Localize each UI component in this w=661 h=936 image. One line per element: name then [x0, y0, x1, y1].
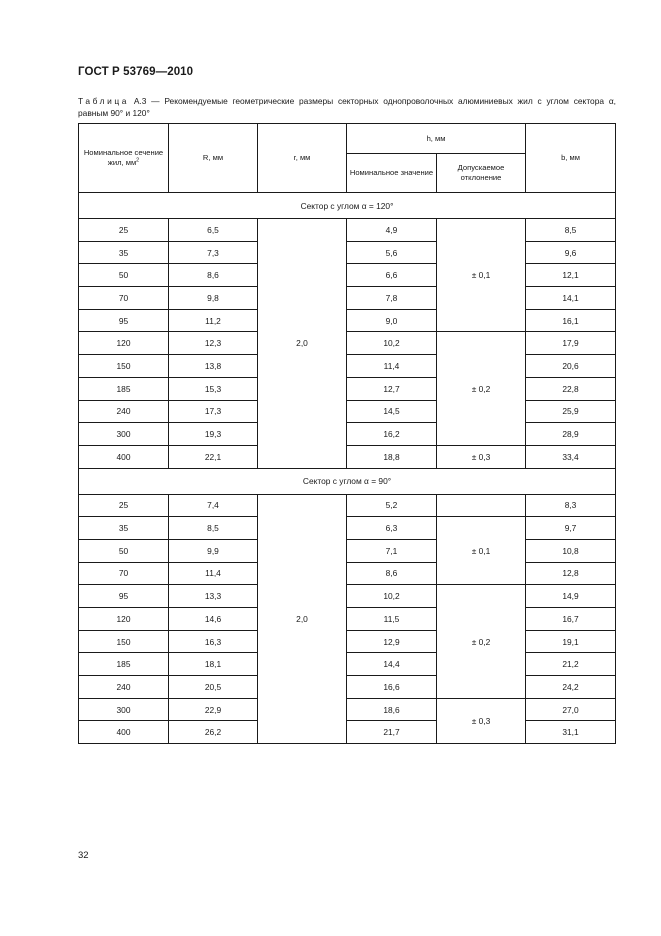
cell-b: 14,9: [526, 585, 616, 608]
header-b: b, мм: [526, 124, 616, 193]
section-heading-row: [79, 468, 616, 494]
header-h-tolerance: Допускаемое отклонение: [437, 154, 526, 193]
table-row: [79, 653, 616, 676]
cell-b: 12,1: [526, 264, 616, 287]
cell-h: 12,9: [347, 630, 437, 653]
table-row: [79, 562, 616, 585]
table-row: [79, 608, 616, 631]
cell-R: 13,3: [169, 585, 258, 608]
cell-tolerance: ± 0,3: [437, 698, 526, 743]
cell-r-merged: 2,0: [258, 219, 347, 469]
cell-section: 240: [79, 400, 169, 423]
cell-section: 400: [79, 445, 169, 468]
cell-R: 8,5: [169, 517, 258, 540]
cell-h: 7,1: [347, 539, 437, 562]
cell-h: 5,2: [347, 494, 437, 517]
cell-R: 11,2: [169, 309, 258, 332]
table-row: [79, 377, 616, 400]
cell-R: 22,9: [169, 698, 258, 721]
cell-tolerance: ± 0,3: [437, 445, 526, 468]
cell-section: 150: [79, 630, 169, 653]
cell-h: 16,2: [347, 423, 437, 446]
table-row: [79, 445, 616, 468]
cell-b: 14,1: [526, 287, 616, 310]
cell-h: 7,8: [347, 287, 437, 310]
table-row: [79, 219, 616, 242]
header-section: [79, 124, 169, 193]
cell-b: 31,1: [526, 721, 616, 744]
cell-b: 20,6: [526, 355, 616, 378]
cell-h: 16,6: [347, 676, 437, 699]
cell-section: 120: [79, 332, 169, 355]
header-section-label: Номинальное сечение жил, мм: [83, 148, 164, 167]
cell-R: 7,4: [169, 494, 258, 517]
cell-section: 120: [79, 608, 169, 631]
cell-b: 21,2: [526, 653, 616, 676]
cell-b: 27,0: [526, 698, 616, 721]
cell-section: 95: [79, 585, 169, 608]
section-heading-row: [79, 193, 616, 219]
cell-b: 9,7: [526, 517, 616, 540]
cell-section: 300: [79, 698, 169, 721]
cell-h: 6,6: [347, 264, 437, 287]
header-h-nominal: Номинальное значение: [347, 154, 437, 193]
cell-R: 13,8: [169, 355, 258, 378]
cell-b: 19,1: [526, 630, 616, 653]
table-row: [79, 264, 616, 287]
cell-R: 14,6: [169, 608, 258, 631]
cell-R: 6,5: [169, 219, 258, 242]
table-row: [79, 355, 616, 378]
cell-b: 8,3: [526, 494, 616, 517]
header-h: h, мм: [347, 124, 526, 154]
table-row: [79, 585, 616, 608]
cell-b: 16,7: [526, 608, 616, 631]
cell-h: 18,8: [347, 445, 437, 468]
cell-h: 4,9: [347, 219, 437, 242]
table-caption-text: А.3 — Рекомендуемые геометрические размеры секторных однопроволочных алюминиевых жил с углом сектора α, равным 90° и 120°: [78, 96, 616, 118]
cell-R: 17,3: [169, 400, 258, 423]
cell-section: 150: [79, 355, 169, 378]
table-caption-label: Таблица: [78, 96, 130, 106]
table-row: [79, 630, 616, 653]
cell-R: 11,4: [169, 562, 258, 585]
cell-b: 33,4: [526, 445, 616, 468]
cell-h: 9,0: [347, 309, 437, 332]
cell-b: 12,8: [526, 562, 616, 585]
cell-h: 10,2: [347, 332, 437, 355]
section-title: Сектор с углом α = 120°: [79, 193, 616, 219]
cell-tolerance: ± 0,1: [437, 219, 526, 332]
cell-R: 18,1: [169, 653, 258, 676]
cell-section: 25: [79, 494, 169, 517]
cell-b: 28,9: [526, 423, 616, 446]
table-caption: [78, 95, 616, 119]
cell-h: 8,6: [347, 562, 437, 585]
table-row: [79, 721, 616, 744]
header-section-sup: 2: [136, 157, 140, 164]
table-row: [79, 400, 616, 423]
document-header: ГОСТ Р 53769—2010: [78, 66, 194, 78]
table-row: [79, 287, 616, 310]
cell-tolerance: [437, 494, 526, 517]
cell-R: 7,3: [169, 241, 258, 264]
cell-section: 70: [79, 562, 169, 585]
cell-b: 8,5: [526, 219, 616, 242]
cell-b: 17,9: [526, 332, 616, 355]
cell-h: 14,5: [347, 400, 437, 423]
cell-h: 14,4: [347, 653, 437, 676]
table-row: [79, 676, 616, 699]
cell-R: 16,3: [169, 630, 258, 653]
cell-section: 50: [79, 539, 169, 562]
cell-section: 50: [79, 264, 169, 287]
table-row: [79, 494, 616, 517]
cell-R: 8,6: [169, 264, 258, 287]
cell-section: 35: [79, 517, 169, 540]
cell-tolerance: ± 0,2: [437, 585, 526, 698]
cell-b: 22,8: [526, 377, 616, 400]
cell-R: 26,2: [169, 721, 258, 744]
cell-section: 400: [79, 721, 169, 744]
cell-b: 9,6: [526, 241, 616, 264]
cell-tolerance: ± 0,1: [437, 517, 526, 585]
cell-section: 185: [79, 653, 169, 676]
header-row-1: [79, 124, 616, 154]
table-row: [79, 698, 616, 721]
dimensions-table: [78, 123, 616, 744]
cell-R: 19,3: [169, 423, 258, 446]
cell-h: 11,4: [347, 355, 437, 378]
table-row: [79, 309, 616, 332]
cell-section: 300: [79, 423, 169, 446]
cell-h: 18,6: [347, 698, 437, 721]
table-row: [79, 332, 616, 355]
section-title: Сектор с углом α = 90°: [79, 468, 616, 494]
cell-section: 185: [79, 377, 169, 400]
cell-b: 10,8: [526, 539, 616, 562]
cell-section: 35: [79, 241, 169, 264]
cell-h: 12,7: [347, 377, 437, 400]
cell-R: 12,3: [169, 332, 258, 355]
page-number: 32: [78, 850, 89, 861]
cell-tolerance: ± 0,2: [437, 332, 526, 445]
header-r: r, мм: [258, 124, 347, 193]
table-row: [79, 241, 616, 264]
cell-section: 70: [79, 287, 169, 310]
cell-b: 16,1: [526, 309, 616, 332]
table-row: [79, 539, 616, 562]
cell-b: 25,9: [526, 400, 616, 423]
cell-h: 10,2: [347, 585, 437, 608]
cell-h: 5,6: [347, 241, 437, 264]
cell-R: 15,3: [169, 377, 258, 400]
cell-h: 11,5: [347, 608, 437, 631]
cell-h: 6,3: [347, 517, 437, 540]
cell-h: 21,7: [347, 721, 437, 744]
cell-R: 22,1: [169, 445, 258, 468]
cell-section: 25: [79, 219, 169, 242]
table-row: [79, 517, 616, 540]
table-row: [79, 423, 616, 446]
cell-R: 9,9: [169, 539, 258, 562]
cell-R: 9,8: [169, 287, 258, 310]
cell-b: 24,2: [526, 676, 616, 699]
cell-R: 20,5: [169, 676, 258, 699]
cell-section: 240: [79, 676, 169, 699]
header-R: R, мм: [169, 124, 258, 193]
cell-r-merged: 2,0: [258, 494, 347, 744]
cell-section: 95: [79, 309, 169, 332]
